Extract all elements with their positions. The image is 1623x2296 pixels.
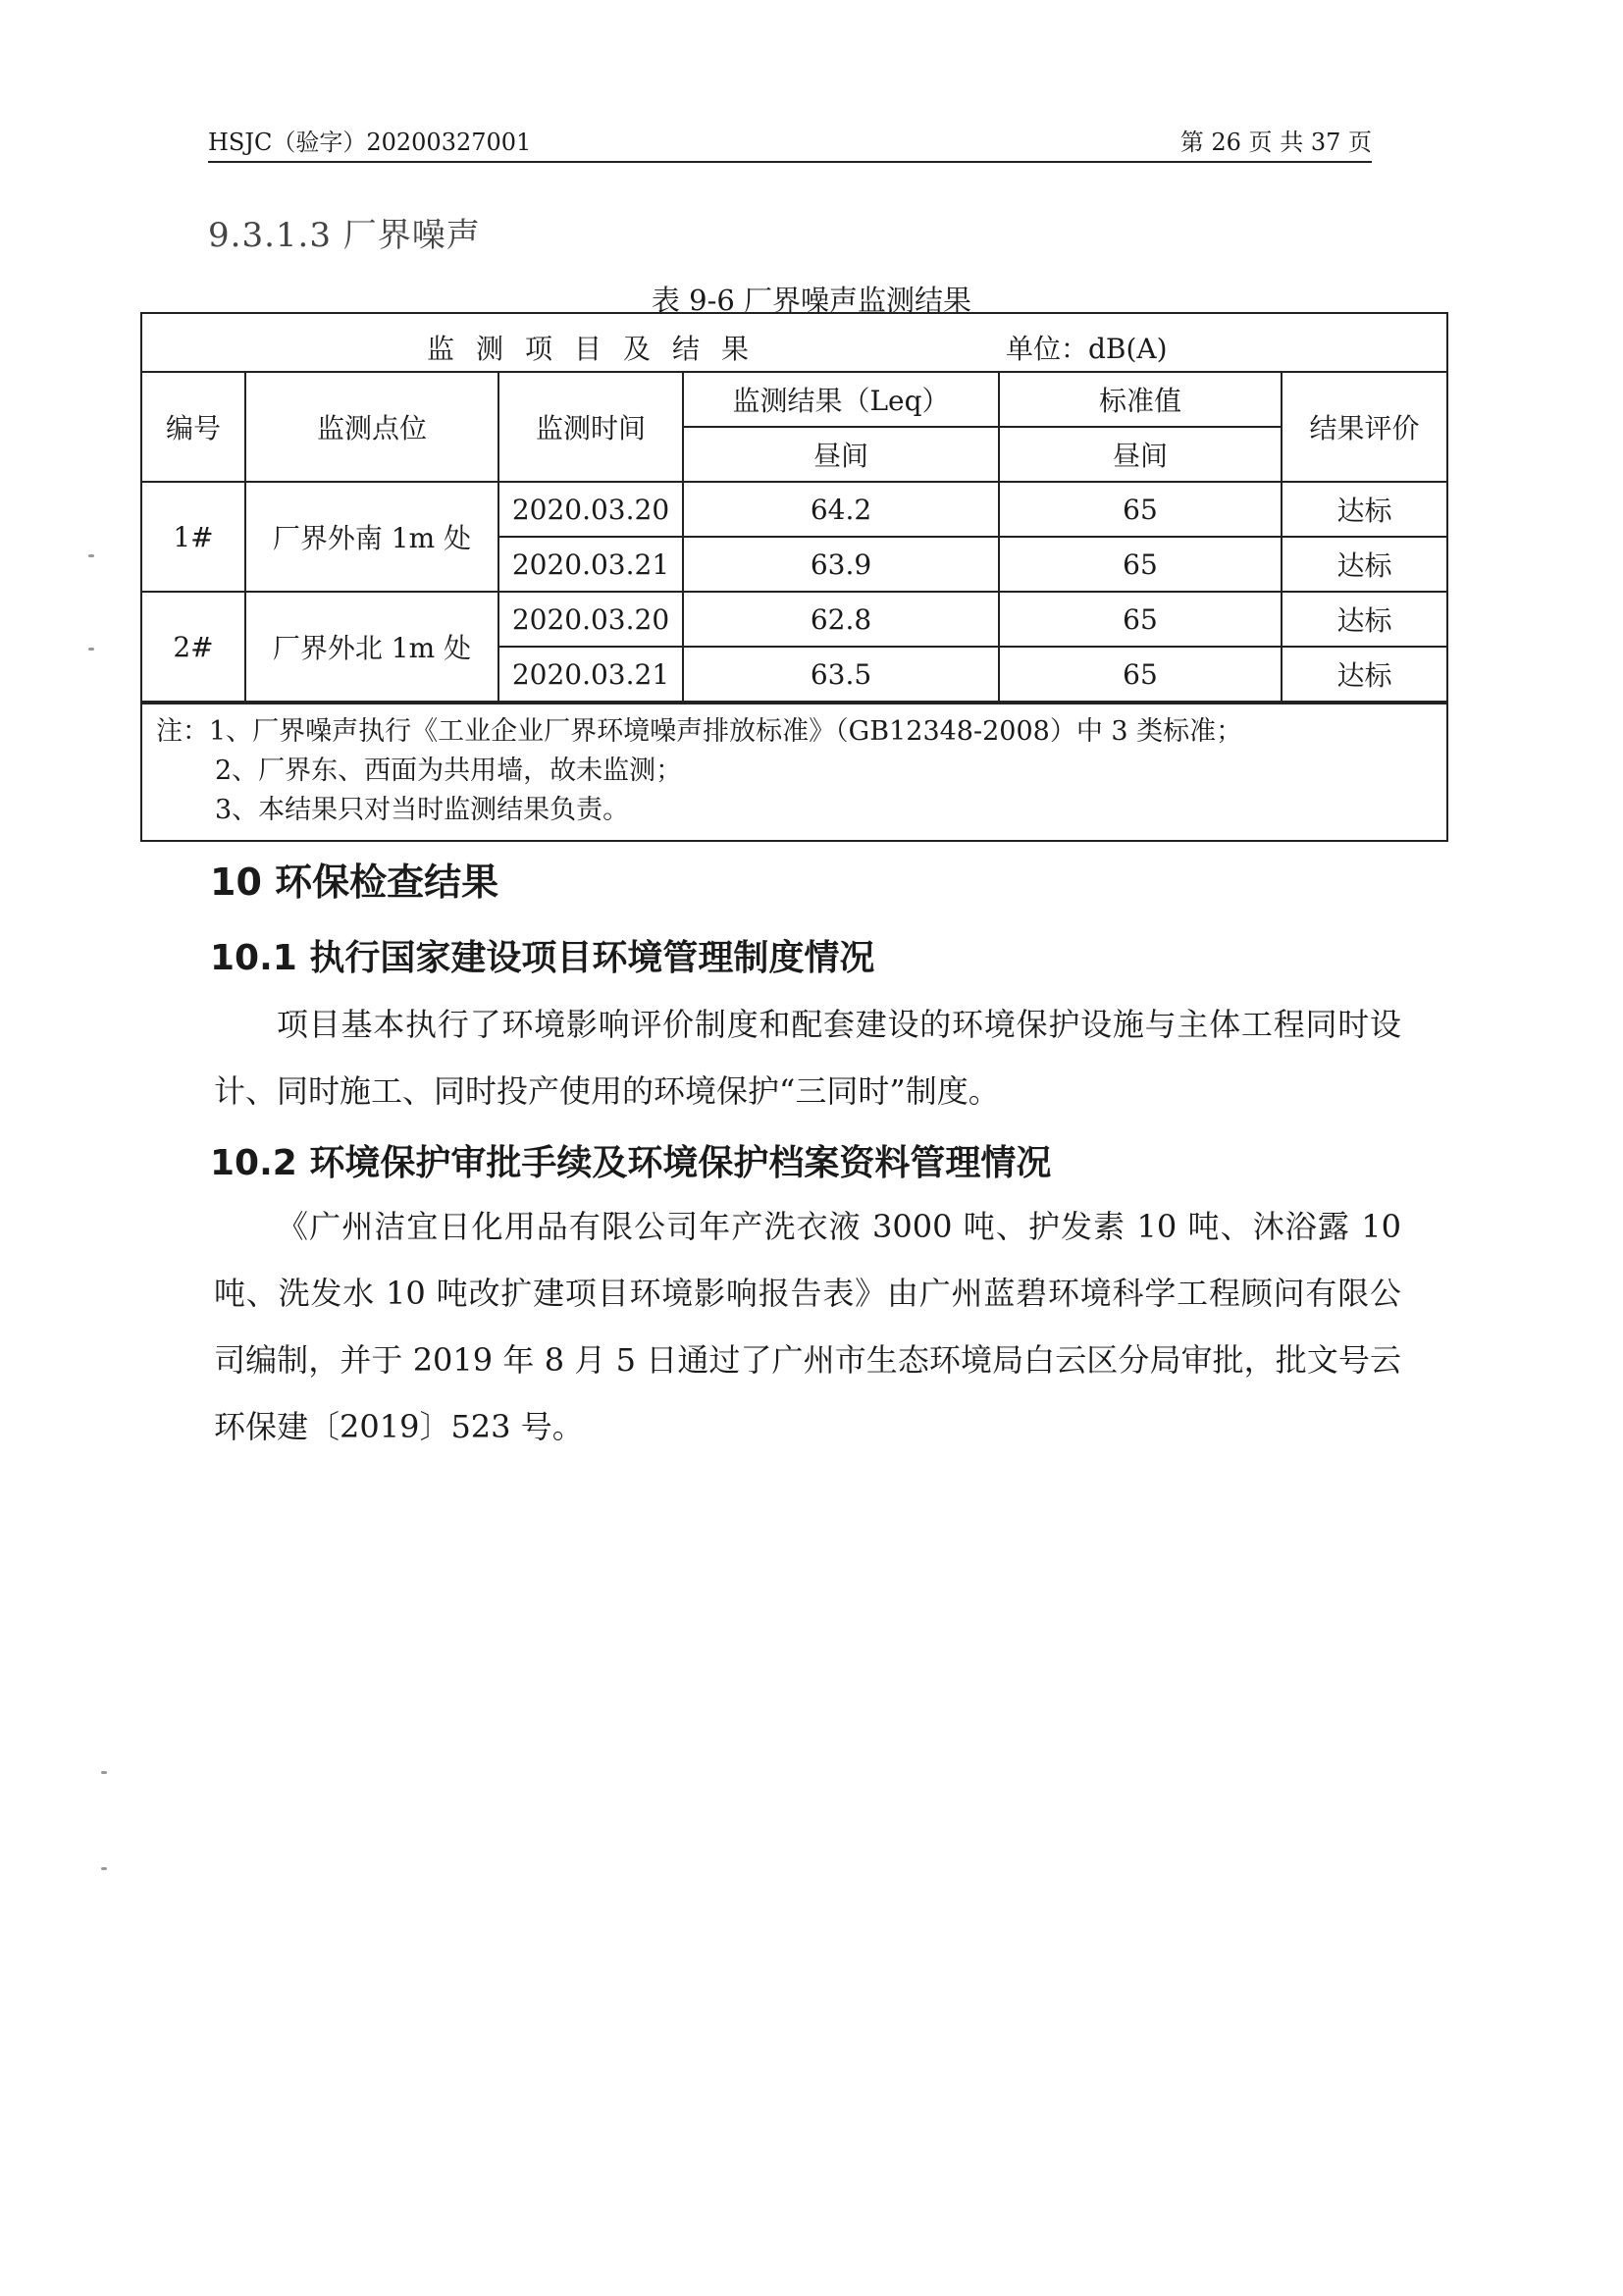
header-standard: 标准值 [999,373,1282,427]
cell-standard: 65 [999,482,1282,537]
paragraph-10-1: 项目基本执行了环境影响评价制度和配套建设的环境保护设施与主体工程同时设计、同时施工、同时投产使用的环境保护“三同时”制度。 [214,1006,1401,1110]
note-1: 注：1、厂界噪声执行《工业企业厂界环境噪声排放标准》（GB12348-2008）中 3 类标准； [156,716,1243,747]
cell-standard: 65 [999,647,1282,702]
cell-value: 63.9 [683,537,999,592]
section-heading-9-3-1-3: 9.3.1.3 厂界噪声 [208,216,481,255]
paragraph-10-2: 《广州洁宜日化用品有限公司年产洗衣液 3000 吨、护发素 10 吨、沐浴露 10 吨、洗发水 10 吨改扩建项目环境影响报告表》由广州蓝碧环境科学工程顾问有限公司编制，并于 2019 年 8 月 5 日通过了广州市生态环境局白云区分局审批，批文号云环保建〔2019〕523 号。 [214,1208,1401,1445]
cell-standard: 65 [999,537,1282,592]
cell-standard: 65 [999,592,1282,647]
table-title: 监测项目及结果 [427,333,771,365]
cell-value: 64.2 [683,482,999,537]
cell-date: 2020.03.20 [498,482,683,537]
cell-value: 62.8 [683,592,999,647]
header-result-daytime: 昼间 [683,427,999,482]
page-header [208,128,1372,163]
cell-point: 厂界外南 1m 处 [245,482,498,592]
header-time: 监测时间 [498,373,683,482]
scan-speck [101,1867,107,1870]
table-row [142,482,1446,537]
header-standard-daytime: 昼间 [999,427,1282,482]
header-point: 监测点位 [245,373,498,482]
data-table [142,373,1446,703]
cell-eval: 达标 [1282,537,1446,592]
scan-speck [88,554,94,557]
cell-eval: 达标 [1282,592,1446,647]
cell-date: 2020.03.20 [498,592,683,647]
cell-no: 2# [142,592,245,702]
table-caption: 表 9-6 厂界噪声监测结果 [651,284,972,317]
cell-point: 厂界外北 1m 处 [245,592,498,702]
table-notes [142,703,1446,840]
header-result: 监测结果（Leq） [683,373,999,427]
header-no: 编号 [142,373,245,482]
note-3: 3、本结果只对当时监测结果负责。 [215,795,630,825]
cell-eval: 达标 [1282,482,1446,537]
section-heading-10: 10 环保检查结果 [210,861,499,904]
document-number: HSJC（验字）20200327001 [208,129,532,156]
table-unit: 单位：dB(A) [1006,333,1168,365]
section-heading-10-1: 10.1 执行国家建设项目环境管理制度情况 [210,938,875,978]
table-title-row [142,314,1446,373]
table-row [142,592,1446,647]
cell-date: 2020.03.21 [498,537,683,592]
cell-no: 1# [142,482,245,592]
cell-date: 2020.03.21 [498,647,683,702]
page-number: 第 26 页 共 37 页 [1179,129,1372,156]
scan-speck [88,648,94,651]
header-eval: 结果评价 [1282,373,1446,482]
note-2: 2、厂界东、西面为共用墙，故未监测； [215,756,683,786]
cell-eval: 达标 [1282,647,1446,702]
scan-speck [101,1771,107,1774]
cell-value: 63.5 [683,647,999,702]
noise-monitoring-table [140,312,1448,842]
section-heading-10-2: 10.2 环境保护审批手续及环境保护档案资料管理情况 [210,1143,1052,1183]
